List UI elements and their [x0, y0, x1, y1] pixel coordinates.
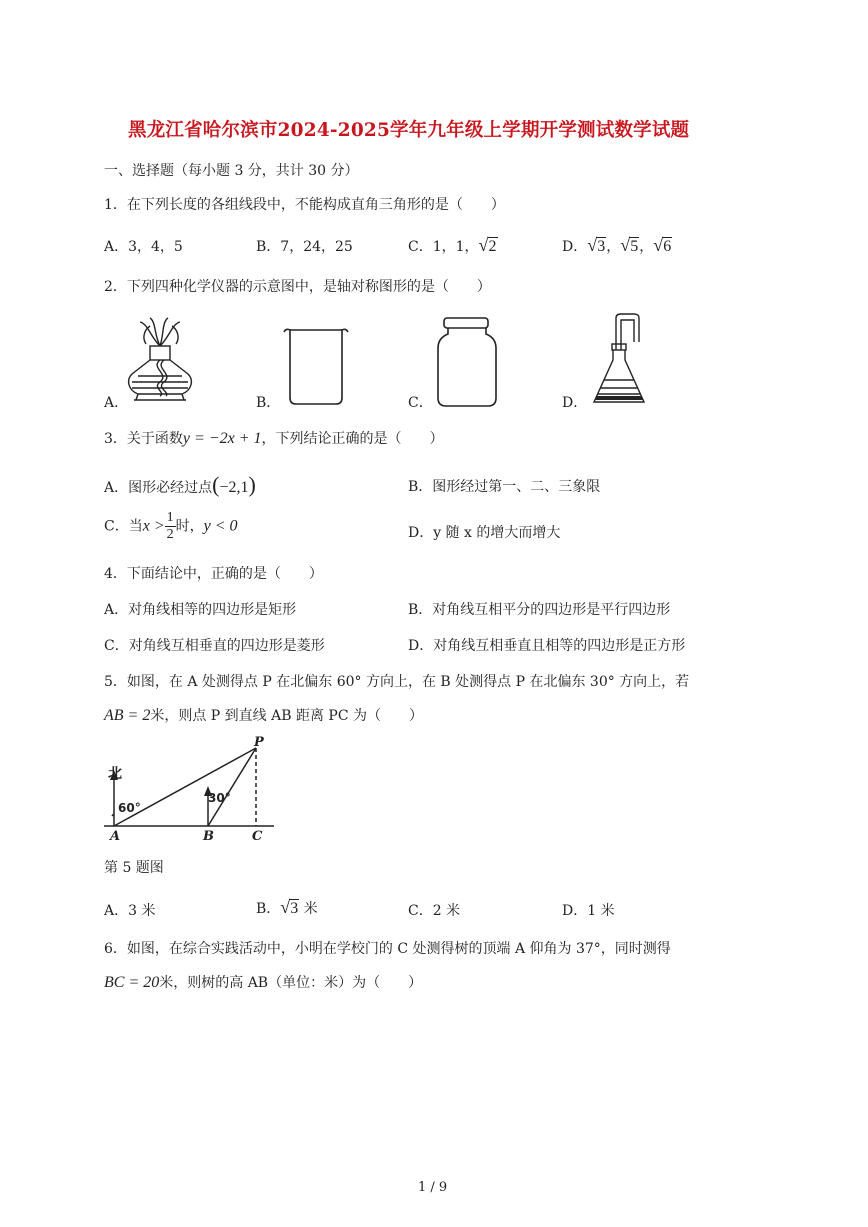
q5-option-a: A．3 米: [104, 903, 156, 919]
radicand: 3: [290, 900, 299, 917]
conical-flask-figure: [588, 312, 648, 408]
question-6-stem: 6．如图，在综合实践活动中，小明在学校门的 C 处测得树的顶端 A 仰角为 37°，同时测得: [104, 941, 671, 957]
option-d: [562, 236, 672, 256]
sqrt-expression: √ 3: [587, 235, 606, 255]
inequality: x >: [142, 517, 165, 535]
question-1-options: [0, 236, 868, 262]
option-text: A．图形必经过点: [104, 480, 213, 496]
stem-text: 米，则点 P 到直线 AB 距离 PC 为（ ）: [150, 708, 423, 724]
point-b-label: B: [203, 829, 214, 844]
figure-label-b: B．: [256, 395, 281, 411]
figure-label-d: D．: [562, 395, 588, 411]
radicand: 2: [488, 238, 497, 255]
separator: ，: [606, 239, 621, 255]
q4-option-b: B．对角线互相平分的四边形是平行四边形: [408, 602, 671, 618]
numerator: 1: [166, 510, 174, 525]
stem-text: 3．关于函数: [104, 431, 183, 447]
q5-option-c: C．2 米: [408, 903, 461, 919]
q3-option-c: [104, 510, 238, 543]
q5-option-d: D．1 米: [562, 903, 615, 919]
q3-option-d: D．y 随 x 的增大而增大: [408, 525, 561, 541]
sqrt-expression: √ 2: [478, 235, 497, 255]
alcohol-lamp-figure: [120, 316, 200, 406]
angle-30-label: 30°: [208, 791, 231, 805]
separator: ，: [639, 239, 654, 255]
q3-option-a: A．图形必经过点(−2,1): [104, 472, 256, 497]
question-6-stem-line2: [104, 972, 422, 992]
question-4-stem: 4．下面结论中，正确的是（ ）: [104, 566, 323, 582]
function-expression: y = −2x + 1: [182, 430, 262, 447]
option-text: C．当: [104, 518, 143, 535]
point-p-label: P: [254, 735, 264, 750]
inequality: y < 0: [203, 517, 238, 535]
q4-option-d: D．对角线互相垂直且相等的四边形是正方形: [408, 638, 686, 654]
page-number: 1 / 9: [418, 1180, 448, 1195]
reagent-bottle-figure: [434, 314, 500, 408]
point-c-label: C: [252, 829, 263, 844]
denominator: 2: [166, 527, 174, 542]
option-a: A．3，4，5: [104, 239, 183, 255]
sqrt-expression: √ 6: [653, 235, 672, 255]
point-coordinates: −2,1: [219, 479, 249, 496]
question-2-stem: 2．下列四种化学仪器的示意图中，是轴对称图形的是（ ）: [104, 279, 491, 295]
option-c-prefix: C．1，1，: [408, 239, 479, 255]
question-5-stem-line2: [104, 705, 423, 725]
sqrt-expression: √ 3: [280, 897, 299, 917]
option-text: B．: [256, 901, 281, 917]
q4-option-c: C．对角线互相垂直的四边形是菱形: [104, 638, 325, 654]
option-d-prefix: D．: [562, 239, 588, 255]
fraction: [165, 510, 176, 543]
figure-label-a: A．: [104, 395, 129, 411]
stem-text: 米，则树的高 AB（单位：米）为（ ）: [159, 975, 423, 991]
q3-option-b: B．图形经过第一、二、三象限: [408, 479, 601, 495]
document-title: 黑龙江省哈尔滨市2024-2025学年九年级上学期开学测试数学试题: [128, 120, 690, 141]
question-1-stem: 1．在下列长度的各组线段中，不能构成直角三角形的是（ ）: [104, 197, 505, 213]
option-c: [408, 236, 498, 256]
north-label: 北: [108, 766, 122, 782]
figure-label-c: C．: [408, 395, 433, 411]
question-5-stem: 5．如图，在 A 处测得点 P 在北偏东 60° 方向上，在 B 处测得点 P 在北偏东 30° 方向上，若: [104, 674, 690, 690]
q5-option-b: [256, 898, 318, 918]
math-expression: BC = 20: [104, 974, 160, 991]
angle-60-label: 60°: [118, 801, 141, 815]
math-expression: AB = 2: [104, 707, 151, 724]
stem-text: ，下列结论正确的是（ ）: [261, 431, 444, 447]
option-b: B．7，24，25: [256, 239, 353, 255]
figure-caption: 第 5 题图: [104, 860, 164, 876]
beaker-figure: [280, 326, 352, 406]
point-a-label: A: [110, 829, 121, 844]
section-heading: 一、选择题（每小题 3 分，共计 30 分）: [104, 163, 359, 179]
q4-option-a: A．对角线相等的四边形是矩形: [104, 602, 297, 618]
radicand: 6: [663, 238, 672, 255]
sqrt-expression: √ 5: [620, 235, 639, 255]
bearing-diagram: [104, 736, 284, 846]
radicand: 3: [597, 238, 606, 255]
question-3-stem: [104, 428, 444, 448]
option-text: 米: [299, 901, 318, 917]
radicand: 5: [630, 238, 639, 255]
option-text: 时，: [175, 518, 204, 535]
